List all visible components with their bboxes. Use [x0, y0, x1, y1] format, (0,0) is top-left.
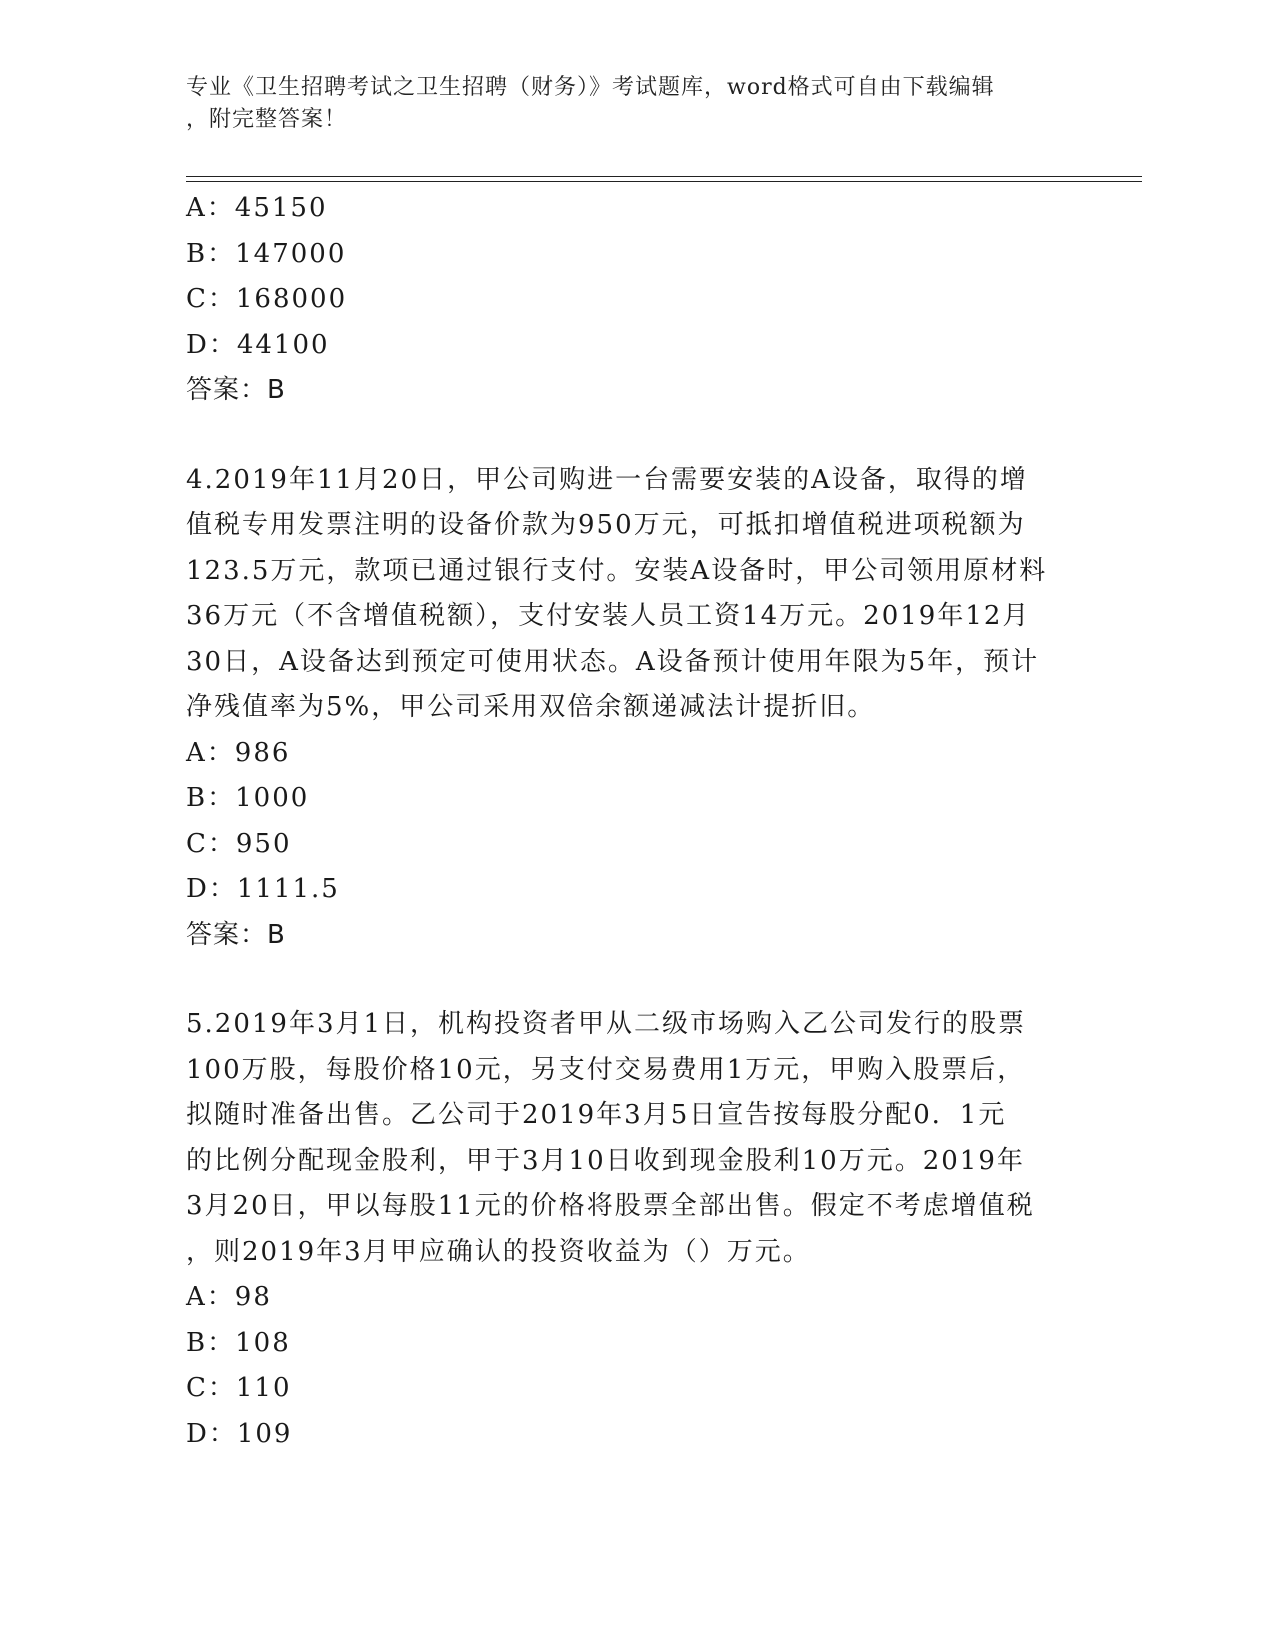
- question-line: 36万元（不含增值税额），支付安装人员工资14万元。2019年12月: [186, 601, 1031, 631]
- question-line: 5.2019年3月1日，机构投资者甲从二级市场购入乙公司发行的股票: [186, 1009, 1027, 1039]
- option-c: C：950: [186, 828, 292, 859]
- option-b: B：147000: [186, 238, 347, 269]
- question-content: [186, 186, 1086, 1457]
- question-line: 3月20日，甲以每股11元的价格将股票全部出售。假定不考虑增值税: [186, 1191, 1035, 1221]
- question-5-block: [186, 1002, 1086, 1457]
- question-line: 123.5万元，款项已通过银行支付。安装A设备时，甲公司领用原材料: [186, 555, 1048, 586]
- question-line: 值税专用发票注明的设备价款为950万元，可抵扣增值税进项税额为: [186, 510, 1026, 540]
- question-line: 的比例分配现金股利，甲于3月10日收到现金股利10万元。2019年: [186, 1145, 1025, 1176]
- option-c: C：110: [186, 1373, 292, 1403]
- header-line-2: ，附完整答案！: [186, 107, 348, 132]
- question-line: 拟随时准备出售。乙公司于2019年3月5日宣告按每股分配0．1元: [186, 1100, 1007, 1130]
- option-a: A：98: [186, 1282, 272, 1312]
- question-line: 30日，A设备达到预定可使用状态。A设备预计使用年限为5年，预计: [186, 646, 1040, 677]
- question-line: 净残值率为5%，甲公司采用双倍余额递减法计提折旧。: [186, 692, 876, 722]
- question-4-block: [186, 458, 1086, 959]
- option-a: A：45150: [186, 193, 328, 223]
- answer-line: 答案：B: [186, 919, 286, 950]
- option-a: A：986: [186, 737, 291, 768]
- option-d: D：44100: [186, 329, 330, 360]
- question-5-stem: [186, 1002, 1076, 1275]
- header-divider-bottom: [186, 181, 1142, 182]
- question-line: 4.2019年11月20日，甲公司购进一台需要安装的A设备，取得的增: [186, 464, 1028, 495]
- question-line: ，则2019年3月甲应确认的投资收益为（）万元。: [186, 1236, 811, 1267]
- option-b: B：108: [186, 1327, 291, 1358]
- option-d: D：1111.5: [186, 874, 340, 904]
- option-d: D：109: [186, 1418, 293, 1449]
- header-line-1: 专业《卫生招聘考试之卫生招聘（财务）》考试题库，word格式可自由下载编辑: [186, 75, 995, 100]
- document-header: [186, 72, 1066, 136]
- answer-line: 答案：B: [186, 375, 286, 405]
- header-divider-top: [186, 176, 1142, 177]
- question-line: 100万股，每股价格10元，另支付交易费用1万元，甲购入股票后，: [186, 1054, 1026, 1085]
- option-b: B：1000: [186, 783, 310, 813]
- question-3-block: [186, 186, 1086, 414]
- question-4-stem: [186, 458, 1076, 731]
- option-c: C：168000: [186, 284, 348, 314]
